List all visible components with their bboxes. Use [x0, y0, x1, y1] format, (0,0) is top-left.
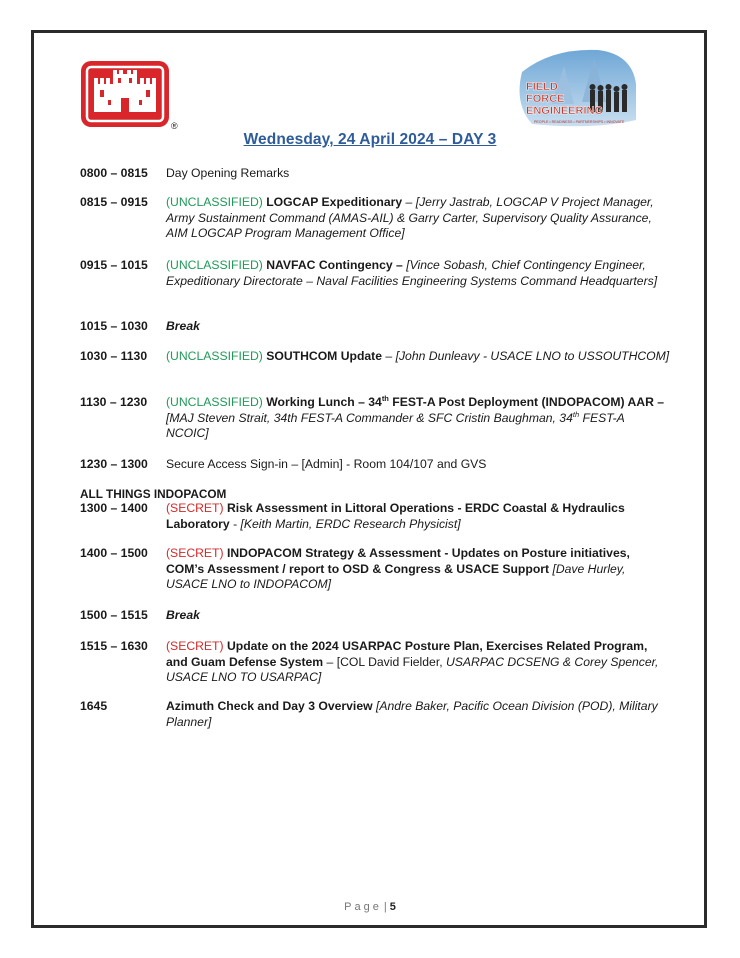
field-force-engineering-logo [512, 44, 640, 136]
page-separator: | [383, 901, 387, 913]
agenda-desc: Secure Access Sign-in – [Admin] - Room 104/107 and GVS [166, 457, 487, 471]
registered-mark: ® [171, 121, 178, 131]
agenda-separator: – [326, 654, 334, 669]
agenda-detail: [Vince Sobash, Chief Contingency Engineer, Expeditionary Directorate – Naval Facilities Engineering Systems Command Headquarters] [166, 258, 658, 288]
agenda-time: 1500 – 1515 [80, 608, 148, 622]
agenda-title: Azimuth Check and Day 3 Overview [166, 699, 373, 713]
agenda-item [80, 546, 670, 593]
agenda-time: 0915 – 1015 [80, 258, 148, 272]
page-number: 5 [389, 901, 396, 913]
ffe-line2: FORCE [526, 93, 565, 105]
agenda-title: SOUTHCOM Update [266, 349, 383, 363]
agenda-item [80, 608, 670, 624]
page-label: Page [344, 901, 382, 913]
agenda-detail: [Keith Martin, ERDC Research Physicist] [240, 516, 461, 531]
agenda-item [80, 501, 670, 532]
agenda-detail: USARPAC DCSENG & Corey Spencer, USACE LNO TO USARPAC] [166, 654, 659, 684]
page-title: Wednesday, 24 April 2024 – DAY 3 [243, 131, 497, 148]
classification-secret: (SECRET) [166, 501, 224, 515]
agenda-separator: - [233, 516, 238, 531]
agenda-separator: – [405, 195, 413, 209]
ffe-tagline: PEOPLE • READINESS • PARTNERSHIPS • INNOVATE [534, 120, 625, 124]
agenda-item [80, 319, 670, 335]
agenda-time: 1400 – 1500 [80, 546, 148, 560]
ffe-line3: ENGINEERING [526, 105, 604, 117]
agenda-time: 1030 – 1130 [80, 349, 148, 363]
classification-unclassified: (UNCLASSIFIED) [166, 349, 263, 363]
agenda-break: Break [166, 608, 200, 622]
agenda-time: 0800 – 0815 [80, 166, 148, 180]
agenda-item [80, 258, 670, 289]
ffe-line1: FIELD [526, 81, 558, 93]
agenda-title: Update on the 2024 USARPAC Posture Plan, Exercises Related Program, and Guam Defense System [166, 639, 648, 669]
agenda-time: 1130 – 1230 [80, 395, 148, 409]
classification-secret: (SECRET) [166, 639, 224, 653]
agenda-title: LOGCAP Expeditionary [266, 195, 403, 209]
page-border [31, 30, 707, 928]
agenda-time: 1645 [80, 699, 108, 713]
agenda-item [80, 457, 670, 473]
classification-secret: (SECRET) [166, 546, 224, 560]
agenda-desc: Day Opening Remarks [166, 166, 290, 180]
page-footer [0, 901, 740, 913]
agenda-detail-plain: [COL David Fielder, [336, 654, 443, 669]
agenda-time: 1230 – 1300 [80, 457, 148, 471]
classification-unclassified: (UNCLASSIFIED) [166, 395, 263, 409]
agenda-detail: [John Dunleavy - USACE LNO to USSOUTHCOM] [395, 349, 670, 363]
agenda-detail: [MAJ Steven Strait, 34th FEST-A Commander & SFC Cristin Baughman, 34th FEST-A NCOIC] [166, 409, 625, 440]
usace-castle-logo [80, 60, 170, 128]
agenda-item [80, 395, 670, 442]
agenda-time: 1515 – 1630 [80, 639, 148, 653]
agenda-title: Working Lunch – 34th FEST-A Post Deployment (INDOPACOM) AAR – [266, 393, 665, 409]
agenda-item [80, 639, 670, 686]
agenda-break: Break [166, 319, 200, 333]
agenda-time: 1015 – 1030 [80, 319, 148, 333]
classification-unclassified: (UNCLASSIFIED) [166, 195, 263, 209]
agenda-time: 1300 – 1400 [80, 501, 148, 515]
agenda-title: NAVFAC Contingency – [266, 258, 403, 272]
agenda-time: 0815 – 0915 [80, 195, 148, 209]
agenda-detail: [Jerry Jastrab, LOGCAP V Project Manager, Army Sustainment Command (AMAS-AIL) & Garry Carter, Supervisory Quality Assurance, AIM LOGCAP Program Management Office] [166, 195, 654, 240]
agenda-item [80, 195, 670, 242]
section-heading: ALL THINGS INDOPACOM [80, 487, 227, 501]
agenda-title: Risk Assessment in Littoral Operations - ERDC Coastal & Hydraulics Laboratory [166, 501, 625, 531]
agenda-title: INDOPACOM Strategy & Assessment - Updates on Posture initiatives, COM’s Assessment / report to OSD & Congress & USACE Support [166, 546, 630, 576]
agenda-detail: [Dave Hurley, USACE LNO to INDOPACOM] [166, 561, 626, 591]
agenda-item [80, 349, 670, 365]
agenda-separator: – [385, 349, 393, 363]
agenda-item [80, 699, 670, 730]
agenda-detail: [Andre Baker, Pacific Ocean Division (POD), Military Planner] [166, 699, 658, 729]
classification-unclassified: (UNCLASSIFIED) [166, 258, 263, 272]
agenda-item [80, 166, 670, 182]
